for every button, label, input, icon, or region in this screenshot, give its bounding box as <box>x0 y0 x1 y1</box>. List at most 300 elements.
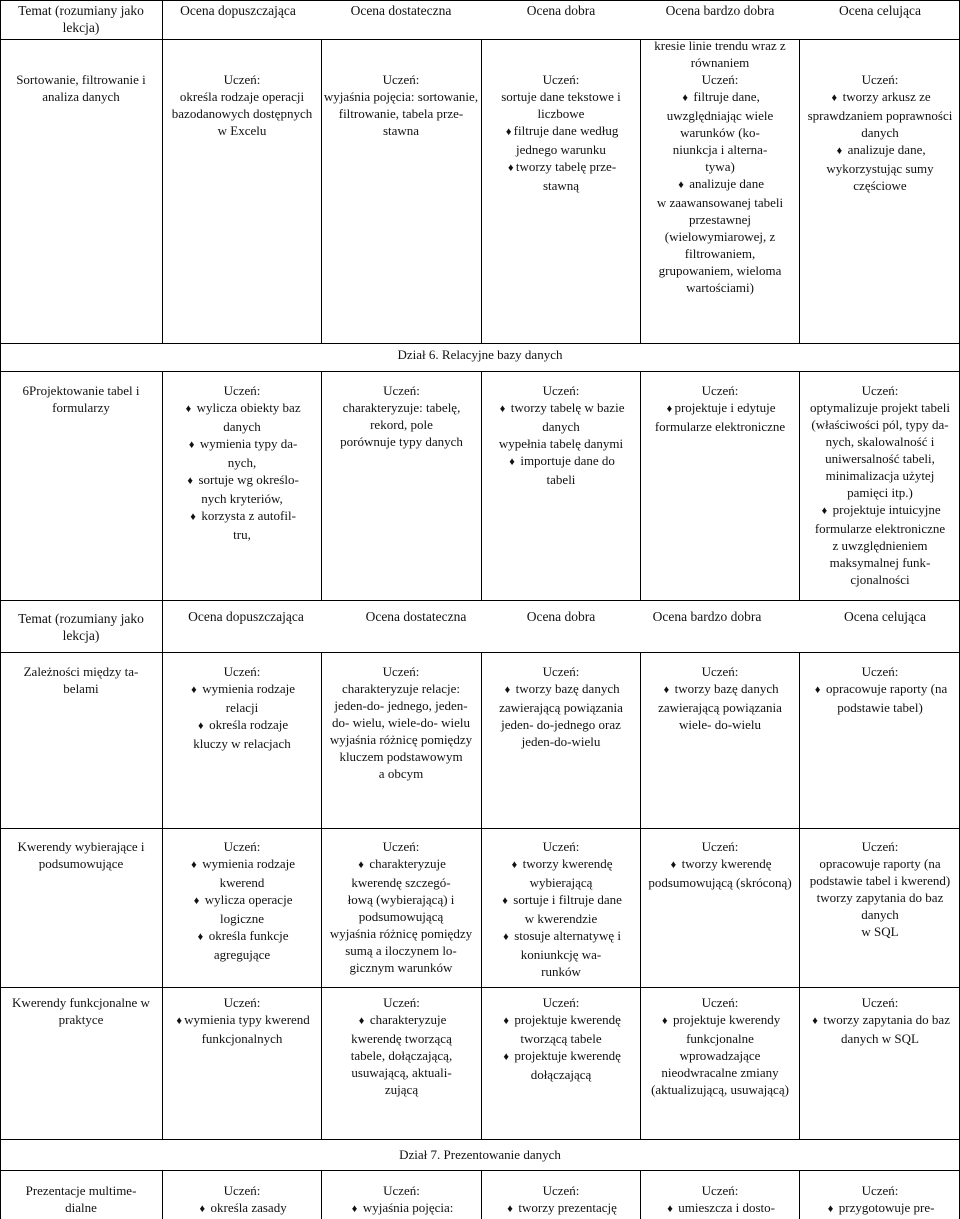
criteria-bullet-line <box>641 1199 799 1218</box>
topic-line: formularzy <box>52 400 110 415</box>
criteria-text: tworzy bazę danych <box>674 681 779 696</box>
criteria-bullet-line <box>163 507 321 526</box>
criteria-line: tabele, dołączającą, <box>350 1048 453 1063</box>
criteria-line: funkcjonalnych <box>201 1031 283 1046</box>
header-row-separator <box>0 652 960 653</box>
bullet-icon: ♦ <box>504 684 511 696</box>
criteria-line: tywa) <box>705 159 735 174</box>
criteria-cell <box>641 37 799 296</box>
student-label: Uczeń: <box>542 664 580 679</box>
bullet-icon: ♦ <box>821 505 828 517</box>
criteria-line: charakteryzuje: tabelę, <box>342 400 461 415</box>
bullet-icon: ♦ <box>176 1015 182 1027</box>
criteria-line: usuwającą, aktuali- <box>351 1065 452 1080</box>
criteria-line: jeden-do- jednego, jeden- <box>334 698 468 713</box>
criteria-line: pamięci itp.) <box>847 485 913 500</box>
criteria-line: w zaawansowanej tabeli <box>656 195 784 210</box>
criteria-bullet-line <box>163 855 321 874</box>
criteria-text: wymienia typy da- <box>199 436 298 451</box>
criteria-bullet-line <box>483 158 639 177</box>
criteria-line: (właściwości pól, typy da- <box>811 417 949 432</box>
criteria-text: przygotowuje pre- <box>838 1200 935 1215</box>
student-label: Uczeń: <box>861 664 899 679</box>
criteria-line: minimalizacja użytej <box>825 468 935 483</box>
bullet-icon: ♦ <box>682 92 688 104</box>
criteria-bullet-line <box>482 680 640 699</box>
student-label: Uczeń: <box>542 839 580 854</box>
criteria-bullet-line <box>800 141 960 160</box>
header-grade-4: Ocena dobra <box>526 3 596 18</box>
criteria-line: tworzącą tabele <box>520 1031 602 1046</box>
student-label: Uczeń: <box>861 72 899 87</box>
bullet-icon: ♦ <box>508 162 514 174</box>
student-label: Uczeń: <box>223 383 261 398</box>
criteria-line: kwerendę tworzącą <box>351 1031 452 1046</box>
section-separator <box>0 371 960 372</box>
criteria-line: dołączającą <box>530 1067 592 1082</box>
criteria-bullet-line <box>482 855 640 874</box>
topic-line: Zależności między ta- <box>23 664 139 679</box>
criteria-text: projektuje kwerendę <box>514 1048 621 1063</box>
student-label: Uczeń: <box>701 839 739 854</box>
student-label: Uczeń: <box>701 1183 739 1198</box>
bullet-icon: ♦ <box>198 720 204 732</box>
criteria-line: w SQL <box>861 924 899 939</box>
criteria-bullet-line <box>483 122 639 141</box>
criteria-line: wybierającą <box>529 875 593 890</box>
bullet-icon: ♦ <box>827 1203 834 1215</box>
student-label: Uczeń: <box>701 664 739 679</box>
topic-cell <box>1 663 161 697</box>
bullet-icon: ♦ <box>191 859 197 871</box>
bullet-icon: ♦ <box>193 895 200 907</box>
criteria-cell <box>482 382 640 488</box>
bullet-icon: ♦ <box>667 1203 673 1215</box>
criteria-line: rekord, pole <box>370 417 433 432</box>
bullet-icon: ♦ <box>503 1015 509 1027</box>
criteria-bullet-line <box>800 88 960 107</box>
student-label: Uczeń: <box>383 1183 420 1198</box>
criteria-line: tru, <box>233 527 251 542</box>
criteria-line: w kwerendzie <box>524 911 598 926</box>
criteria-bullet-line <box>318 855 484 874</box>
header-topic-line: Temat (rozumiany jako <box>18 3 144 18</box>
header-grade-6: Ocena celująca <box>843 609 927 624</box>
criteria-line: jeden-do-wielu <box>521 734 601 749</box>
criteria-text: charakteryzuje <box>369 1012 447 1027</box>
column-divider <box>162 0 163 343</box>
criteria-text: charakteryzuje <box>369 856 446 871</box>
student-label: Uczeń: <box>701 383 739 398</box>
criteria-bullet-line <box>800 1011 960 1030</box>
criteria-bullet-line <box>163 716 321 735</box>
bullet-icon: ♦ <box>199 1203 206 1215</box>
criteria-line: łową (wybierającą) i <box>347 892 455 907</box>
criteria-bullet-line <box>482 399 640 418</box>
criteria-bullet-line <box>482 1047 640 1066</box>
criteria-line: kwerend <box>219 875 265 890</box>
criteria-bullet-line <box>641 399 799 418</box>
criteria-bullet-line <box>482 891 640 910</box>
student-label: Uczeń: <box>382 839 420 854</box>
header-grade-3: Ocena dostateczna <box>365 609 467 624</box>
criteria-line: gicznym warunków <box>349 960 453 975</box>
bullet-icon: ♦ <box>831 92 838 104</box>
criteria-bullet-line <box>163 399 321 418</box>
bullet-icon: ♦ <box>188 439 195 451</box>
criteria-line: warunków (ko- <box>680 125 760 140</box>
student-label: Uczeń: <box>861 995 899 1010</box>
student-label: Uczeń: <box>382 72 420 87</box>
criteria-bullet-line <box>163 435 321 454</box>
criteria-line: określa rodzaje operacji <box>179 89 305 104</box>
section-heading: Dział 7. Prezentowanie danych <box>399 1147 561 1162</box>
criteria-cell <box>163 838 321 963</box>
criteria-cell <box>800 382 960 588</box>
criteria-line: koniunkcję wa- <box>520 947 602 962</box>
criteria-cell <box>638 994 802 1098</box>
header-topic-line: Temat (rozumiany jako <box>18 611 144 626</box>
criteria-bullet-line <box>163 471 321 490</box>
criteria-bullet-line <box>163 1011 321 1030</box>
topic-cell <box>1 838 161 872</box>
bullet-icon: ♦ <box>814 684 821 696</box>
topic-cell <box>1 71 161 105</box>
criteria-bullet-line <box>163 891 321 910</box>
criteria-cell <box>482 1182 640 1218</box>
criteria-line: zawierającą powiązania <box>499 700 623 715</box>
criteria-line: cjonalności <box>850 572 910 587</box>
criteria-cell <box>318 838 484 976</box>
criteria-cell <box>800 994 960 1047</box>
criteria-line: wiele- do-wielu <box>679 717 761 732</box>
criteria-cell <box>800 71 960 194</box>
bullet-icon: ♦ <box>836 145 843 157</box>
criteria-cell <box>163 71 321 139</box>
bullet-icon: ♦ <box>197 931 204 943</box>
criteria-line: maksymalnej funk- <box>829 555 931 570</box>
criteria-text: projektuje intuicyjne <box>832 502 941 517</box>
criteria-line: nieodwracalne zmiany <box>661 1065 779 1080</box>
criteria-line: zującą <box>384 1082 419 1097</box>
criteria-line: do- wielu, wiele-do- wielu <box>332 715 470 730</box>
student-label: Uczeń: <box>861 383 899 398</box>
topic-line: dialne <box>65 1200 97 1215</box>
criteria-text: tworzy tabelę w bazie <box>510 400 625 415</box>
header-topic <box>1 2 161 36</box>
criteria-cell <box>641 382 799 435</box>
criteria-line: funkcjonalne <box>686 1031 754 1046</box>
bullet-icon: ♦ <box>661 1015 668 1027</box>
criteria-line: podsumowującą <box>358 909 444 924</box>
criteria-text: filtruje dane według <box>513 123 619 138</box>
criteria-line: zawierającą powiązania <box>658 700 782 715</box>
criteria-cell <box>322 1182 481 1218</box>
criteria-bullet-line <box>800 680 960 699</box>
criteria-text: wyjaśnia pojęcia: <box>362 1200 454 1215</box>
topic-line: Kwerendy funkcjonalne w <box>12 995 150 1010</box>
header-topic <box>1 610 161 644</box>
bullet-icon: ♦ <box>351 1203 358 1215</box>
criteria-bullet-line <box>800 1199 960 1218</box>
criteria-text: tworzy kwerendę <box>681 856 772 871</box>
criteria-line: sortuje dane tekstowe i <box>501 89 621 104</box>
criteria-cell <box>482 838 640 980</box>
criteria-line: przestawnej <box>688 212 752 227</box>
criteria-line: równaniem <box>690 55 750 70</box>
bullet-icon: ♦ <box>509 456 515 468</box>
bullet-icon: ♦ <box>678 179 684 191</box>
topic-cell <box>1 382 161 416</box>
criteria-cell <box>318 71 484 139</box>
criteria-bullet-line <box>322 1011 481 1030</box>
criteria-line: danych <box>542 419 580 434</box>
criteria-line: danych <box>861 907 899 922</box>
criteria-line: w Excelu <box>217 123 267 138</box>
header-grade-5: Ocena bardzo dobra <box>652 609 762 624</box>
header-row-separator <box>0 39 960 40</box>
criteria-bullet-line <box>163 927 321 946</box>
criteria-line: formularze elektroniczne <box>814 521 946 536</box>
criteria-line: wyjaśnia różnicę pomiędzy <box>329 732 473 747</box>
criteria-line: częściowe <box>853 178 907 193</box>
criteria-text: tworzy prezentację <box>518 1200 617 1215</box>
criteria-line: relacji <box>225 700 259 715</box>
row-separator <box>0 828 960 829</box>
criteria-text: tworzy kwerendę <box>522 856 613 871</box>
criteria-cell <box>163 382 321 543</box>
criteria-cell <box>163 994 321 1047</box>
criteria-text: tworzy zapytania do baz <box>823 1012 950 1027</box>
criteria-bullet-line <box>322 1199 481 1218</box>
criteria-line: danych <box>223 419 261 434</box>
bullet-icon: ♦ <box>670 859 677 871</box>
student-label: Uczeń: <box>383 383 420 398</box>
criteria-text: tworzy arkusz ze <box>842 89 931 104</box>
criteria-bullet-line <box>641 175 799 194</box>
bullet-icon: ♦ <box>358 1015 365 1027</box>
criteria-line: wypełnia tabelę danymi <box>498 436 624 451</box>
criteria-bullet-line <box>163 1199 321 1218</box>
topic-line: Sortowanie, filtrowanie i <box>16 72 146 87</box>
criteria-line: tabeli <box>546 472 576 487</box>
student-label: Uczeń: <box>382 664 420 679</box>
criteria-line: opracowuje raporty (na <box>819 856 941 871</box>
criteria-line: jeden- do-jednego oraz <box>501 717 621 732</box>
bullet-icon: ♦ <box>511 859 518 871</box>
criteria-cell <box>641 1182 799 1218</box>
criteria-line: danych <box>861 125 899 140</box>
header-topic-line: lekcja) <box>62 20 100 35</box>
criteria-text: projektuje kwerendy <box>673 1012 781 1027</box>
criteria-text: opracowuje raporty (na <box>825 681 948 696</box>
criteria-cell <box>800 838 960 940</box>
student-label: Uczeń: <box>223 995 261 1010</box>
criteria-line: uwzględniając wiele <box>666 108 774 123</box>
criteria-text: określa rodzaje <box>209 717 289 732</box>
bullet-icon: ♦ <box>663 684 670 696</box>
topic-line: analiza danych <box>42 89 120 104</box>
bullet-icon: ♦ <box>185 403 192 415</box>
criteria-cell <box>163 1182 321 1218</box>
criteria-line: stawna <box>382 123 420 138</box>
criteria-line: porównuje typy danych <box>340 434 463 449</box>
criteria-bullet-line <box>800 501 960 520</box>
criteria-text: określa zasady <box>210 1200 287 1215</box>
criteria-line: kwerendę szczegó- <box>351 875 451 890</box>
criteria-text: określa funkcje <box>208 928 289 943</box>
criteria-cell <box>800 1182 960 1218</box>
topic-line: belami <box>63 681 99 696</box>
criteria-line: kluczy w relacjach <box>193 736 291 751</box>
bullet-icon: ♦ <box>812 1015 818 1027</box>
criteria-line: bazodanowych dostępnych <box>171 106 313 121</box>
criteria-text: stosuje alternatywę i <box>514 928 622 943</box>
bullet-icon: ♦ <box>191 684 197 696</box>
criteria-bullet-line <box>638 855 802 874</box>
criteria-text: analizuje dane <box>689 176 764 191</box>
criteria-text: wymienia typy kwerend <box>184 1012 310 1027</box>
criteria-line: z uwzględnieniem <box>832 538 928 553</box>
bullet-icon: ♦ <box>190 511 196 523</box>
criteria-bullet-line <box>641 88 799 107</box>
topic-line: Prezentacje multime- <box>25 1183 137 1198</box>
criteria-text: importuje dane do <box>520 453 615 468</box>
criteria-text: wymienia rodzaje <box>202 856 295 871</box>
student-label: Uczeń: <box>701 995 739 1010</box>
criteria-bullet-line <box>482 927 640 946</box>
criteria-cell <box>483 71 639 194</box>
bullet-icon: ♦ <box>187 475 193 487</box>
student-label: Uczeń: <box>223 839 261 854</box>
criteria-text: wymienia rodzaje <box>202 681 295 696</box>
criteria-line: logiczne <box>219 911 265 926</box>
criteria-text: wylicza obiekty baz <box>196 400 301 415</box>
header-grade-6: Ocena celująca <box>838 3 922 18</box>
criteria-cell <box>322 994 481 1098</box>
criteria-cell <box>482 994 640 1083</box>
criteria-line: filtrowanie, tabela prze- <box>338 106 464 121</box>
topic-cell <box>1 994 161 1028</box>
criteria-line: sprawdzaniem poprawności <box>807 108 953 123</box>
criteria-line: runków <box>541 964 581 979</box>
criteria-line: sumą a iloczynem lo- <box>345 943 457 958</box>
section-heading: Dział 6. Relacyjne bazy danych <box>397 347 563 362</box>
header-grade-2: Ocena dopuszczająca <box>188 609 304 624</box>
criteria-line: niunkcja i alterna- <box>672 142 768 157</box>
criteria-cell <box>800 663 960 716</box>
student-label: Uczeń: <box>223 664 261 679</box>
criteria-line: tworzy zapytania do baz <box>816 890 944 905</box>
criteria-text: analizuje dane, <box>847 142 926 157</box>
criteria-bullet-line <box>638 1011 802 1030</box>
criteria-cell <box>482 663 640 750</box>
criteria-line: wyjaśnia różnicę pomiędzy <box>329 926 473 941</box>
student-label: Uczeń: <box>861 1183 899 1198</box>
row-separator <box>0 1139 960 1140</box>
row-separator <box>0 343 960 344</box>
row-separator <box>0 987 960 988</box>
header-grade-3: Ocena dostateczna <box>350 3 452 18</box>
criteria-line: kresie linie trendu wraz z <box>654 38 786 53</box>
criteria-cell <box>322 382 481 450</box>
criteria-bullet-line <box>482 1011 640 1030</box>
criteria-line: liczbowe <box>537 106 585 121</box>
criteria-cell <box>638 838 802 891</box>
topic-line: praktyce <box>58 1012 104 1027</box>
header-topic-line: lekcja) <box>62 628 100 643</box>
criteria-line: podstawie tabel i kwerend) <box>809 873 951 888</box>
criteria-line: filtrowaniem, <box>684 246 756 261</box>
table-border-top <box>0 0 960 1</box>
criteria-line: (aktualizującą, usuwającą) <box>651 1082 789 1097</box>
criteria-text: sortuje i filtruje dane <box>513 892 622 907</box>
criteria-line: optymalizuje projekt tabeli <box>809 400 951 415</box>
student-label: Uczeń: <box>542 72 580 87</box>
criteria-line: nych kryteriów, <box>201 491 283 506</box>
header-grade-5: Ocena bardzo dobra <box>665 3 775 18</box>
criteria-text: wylicza operacje <box>204 892 293 907</box>
criteria-bullet-line <box>482 452 640 471</box>
student-label: Uczeń: <box>542 1183 580 1198</box>
header-grade-2: Ocena dopuszczająca <box>180 3 296 18</box>
criteria-bullet-line <box>163 680 321 699</box>
bullet-icon: ♦ <box>505 126 512 138</box>
criteria-line: wykorzystując sumy <box>826 161 934 176</box>
criteria-line: danych w SQL <box>841 1031 919 1046</box>
criteria-cell <box>318 663 484 782</box>
criteria-text: projektuje kwerendę <box>514 1012 621 1027</box>
bullet-icon: ♦ <box>503 931 509 943</box>
criteria-text: tworzy bazę danych <box>515 681 620 696</box>
student-label: Uczeń: <box>223 72 261 87</box>
bullet-icon: ♦ <box>499 403 506 415</box>
criteria-line: a obcym <box>378 766 424 781</box>
header-grade-4: Ocena dobra <box>526 609 596 624</box>
criteria-text: projektuje i edytuje <box>674 400 776 415</box>
bullet-icon: ♦ <box>507 1203 513 1215</box>
criteria-line: agregujące <box>213 947 271 962</box>
criteria-text: sortuje wg określo- <box>198 472 299 487</box>
criteria-text: tworzy tabelę prze- <box>515 159 617 174</box>
bullet-icon: ♦ <box>666 403 673 415</box>
criteria-line: formularze elektroniczne <box>654 419 786 434</box>
row-separator <box>0 600 960 601</box>
criteria-line: (wielowymiarowej, z <box>664 229 776 244</box>
student-label: Uczeń: <box>223 1183 261 1198</box>
student-label: Uczeń: <box>861 839 899 854</box>
criteria-line: uniwersalność tabeli, <box>825 451 935 466</box>
student-label: Uczeń: <box>383 995 420 1010</box>
criteria-line: podstawie tabel) <box>837 700 923 715</box>
student-label: Uczeń: <box>542 995 580 1010</box>
criteria-cell <box>163 663 321 752</box>
topic-line: podsumowujące <box>38 856 124 871</box>
bullet-icon: ♦ <box>503 1051 509 1063</box>
criteria-line: wprowadzające <box>679 1048 761 1063</box>
criteria-text: umieszcza i dosto- <box>678 1200 775 1215</box>
criteria-line: kluczem podstawowym <box>339 749 463 764</box>
criteria-bullet-line <box>641 680 799 699</box>
bullet-icon: ♦ <box>502 895 508 907</box>
criteria-text: korzysta z autofil- <box>201 508 296 523</box>
criteria-line: stawną <box>542 178 580 193</box>
topic-cell <box>1 1182 161 1216</box>
section-separator <box>0 1170 960 1171</box>
criteria-line: nych, <box>227 455 257 470</box>
student-label: Uczeń: <box>542 383 580 398</box>
criteria-text: filtruje dane, <box>693 89 760 104</box>
